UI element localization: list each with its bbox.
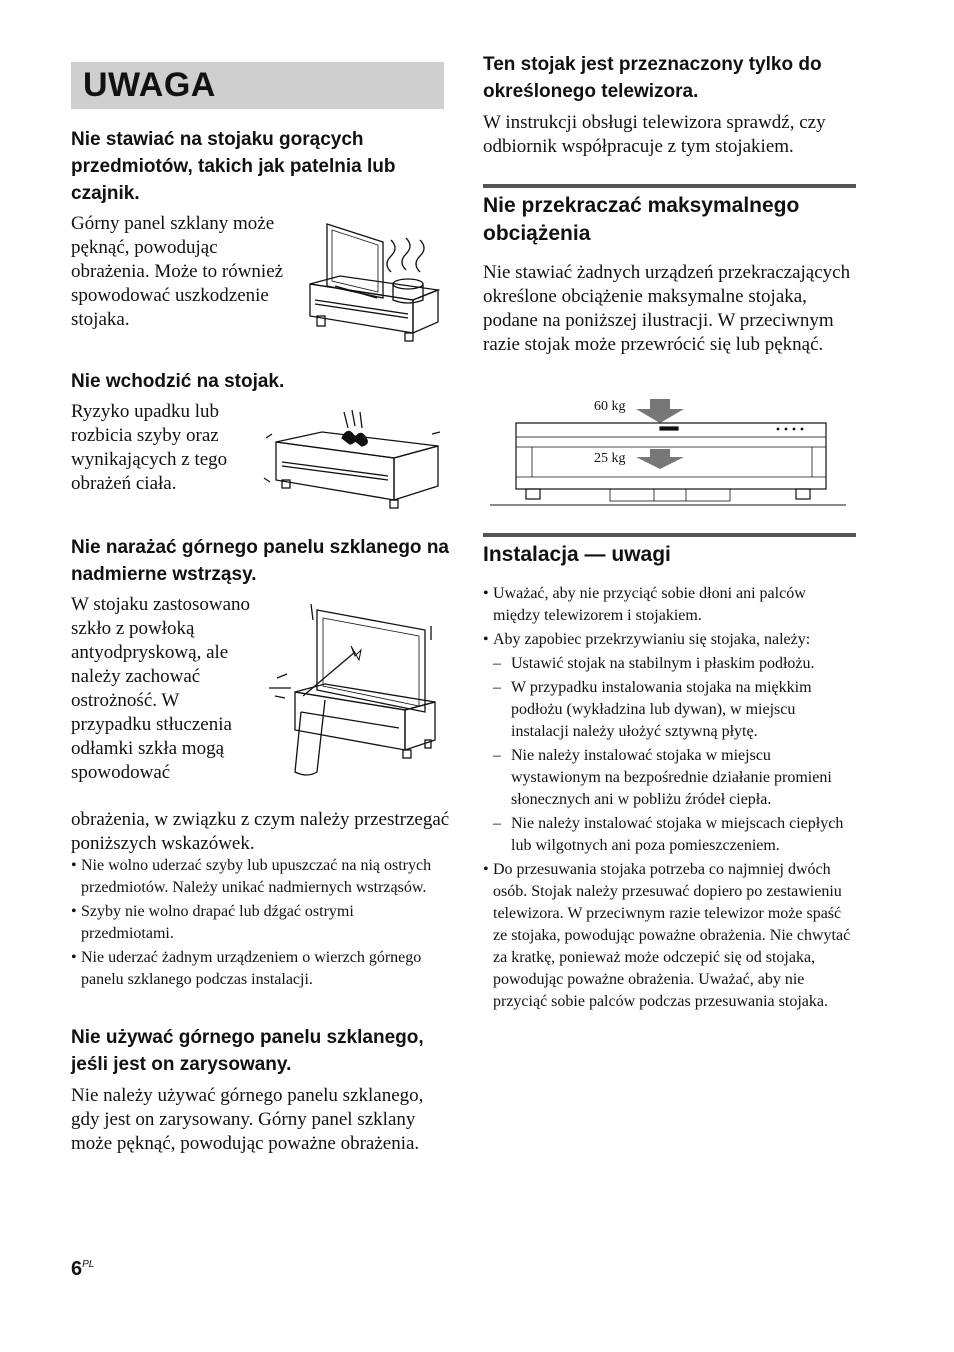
arrow-down-icon bbox=[636, 449, 684, 469]
heading-hot-objects: Nie stawiać na stojaku gorących przedmiotów, takich jak patelnia lub czajnik. bbox=[71, 129, 396, 204]
heading-no-climb: Nie wchodzić na stojak. bbox=[71, 371, 285, 392]
installation-bullets-2 bbox=[483, 859, 855, 1013]
page-number bbox=[71, 1258, 94, 1281]
page-lang: PL bbox=[82, 1259, 95, 1270]
list-item: • Nie uderzać żadnym urządzeniem o wierzch górnego panelu szklanego podczas instalacji. bbox=[71, 947, 443, 991]
text-hot-objects: Górny panel szklany może pęknąć, powodując obrażenia. Może to również spowodować uszkodzenie stojaka. bbox=[71, 213, 284, 330]
load-diagram bbox=[490, 395, 850, 510]
text-no-climb: Ryzyko upadku lub rozbicia szyby oraz wynikających z tego obrażeń ciała. bbox=[71, 401, 228, 494]
section-title-max-load: Nie przekraczać maksymalnego obciążenia bbox=[483, 194, 800, 245]
text-specific-tv: W instrukcji obsługi telewizora sprawdź, czy odbiornik współpracuje z tym stojakiem. bbox=[483, 112, 826, 157]
text-no-shock-narrow: W stojaku zastosowano szkło z powłoką antyodpryskową, ale należy zachować ostrożność. W przypadku stłuczenia odłamki szkła mogą spowodować bbox=[71, 594, 251, 783]
text-no-shock-wide: obrażenia, w związku z czym należy przestrzegać poniższych wskazówek. bbox=[71, 809, 450, 854]
hot-pot-illustration bbox=[305, 218, 445, 343]
shock-bullet-list bbox=[71, 855, 443, 991]
load-label-top: 60 kg bbox=[594, 399, 626, 414]
text-scratched-glass: Nie należy używać górnego panelu szklanego, gdy jest on zarysowany. Górny panel szklany może pęknąć, powodując poważne obrażenia. bbox=[71, 1085, 424, 1154]
page-number-value: 6 bbox=[71, 1258, 83, 1280]
list-item: – Ustawić stojak na stabilnym i płaskim podłożu. bbox=[483, 653, 855, 675]
title-banner bbox=[71, 62, 444, 109]
load-label-bottom: 25 kg bbox=[594, 451, 626, 466]
text-max-load: Nie stawiać żadnych urządzeń przekraczających określone obciążenie maksymalne stojaka, podane na poniższej ilustracji. W przeciwnym razie stojak może przewrócić się lub pęknąć. bbox=[483, 262, 851, 355]
list-item: • Nie wolno uderzać szyby lub upuszczać na nią ostrych przedmiotów. Należy unikać nadmiernych wstrząsów. bbox=[71, 855, 443, 899]
heading-specific-tv: Ten stojak jest przeznaczony tylko do określonego telewizora. bbox=[483, 54, 822, 102]
climbing-feet-illustration bbox=[262, 408, 444, 508]
glass-impact-illustration bbox=[265, 600, 445, 780]
list-item: • Do przesuwania stojaka potrzeba co najmniej dwóch osób. Stojak należy przesuwać dopiero po zestawieniu telewizora. W przeciwnym razie telewizor może spaść ze stojaka, powodując poważne obrażenia. Nie chwytać za kratkę, ponieważ może odczepić się od stojaka, powodując poważne obrażenia. Uważać, aby nie przyciąć sobie palców podczas przesuwania stojaka. bbox=[483, 859, 855, 1013]
list-item: • Szyby nie wolno drapać lub dźgać ostrymi przedmiotami. bbox=[71, 901, 443, 945]
section-divider bbox=[483, 533, 856, 537]
list-item: – Nie należy instalować stojaka w miejscach ciepłych lub wilgotnych ani poza pomieszczeniem. bbox=[483, 813, 855, 857]
list-item: • Uważać, aby nie przyciąć sobie dłoni ani palców między telewizorem i stojakiem. bbox=[483, 583, 855, 627]
installation-dash-list bbox=[483, 653, 855, 857]
page-title: UWAGA bbox=[83, 66, 216, 104]
list-item: – W przypadku instalowania stojaka na miękkim podłożu (wykładzina lub dywan), w miejscu instalacji należy ułożyć sztywną płytę. bbox=[483, 677, 855, 743]
arrow-down-icon bbox=[636, 399, 684, 423]
heading-scratched-glass: Nie używać górnego panelu szklanego, jeśli jest on zarysowany. bbox=[71, 1027, 424, 1075]
section-divider bbox=[483, 184, 856, 188]
installation-notes bbox=[483, 583, 855, 1013]
list-item: – Nie należy instalować stojaka w miejscu wystawionym na bezpośrednie działanie promieni słonecznych ani w pobliżu źródeł ciepła. bbox=[483, 745, 855, 811]
heading-no-shock: Nie narażać górnego panelu szklanego na nadmierne wstrząsy. bbox=[71, 537, 449, 585]
installation-bullets bbox=[483, 583, 855, 651]
section-title-installation: Instalacja — uwagi bbox=[483, 543, 671, 566]
list-item: • Aby zapobiec przekrzywianiu się stojaka, należy: bbox=[483, 629, 855, 651]
